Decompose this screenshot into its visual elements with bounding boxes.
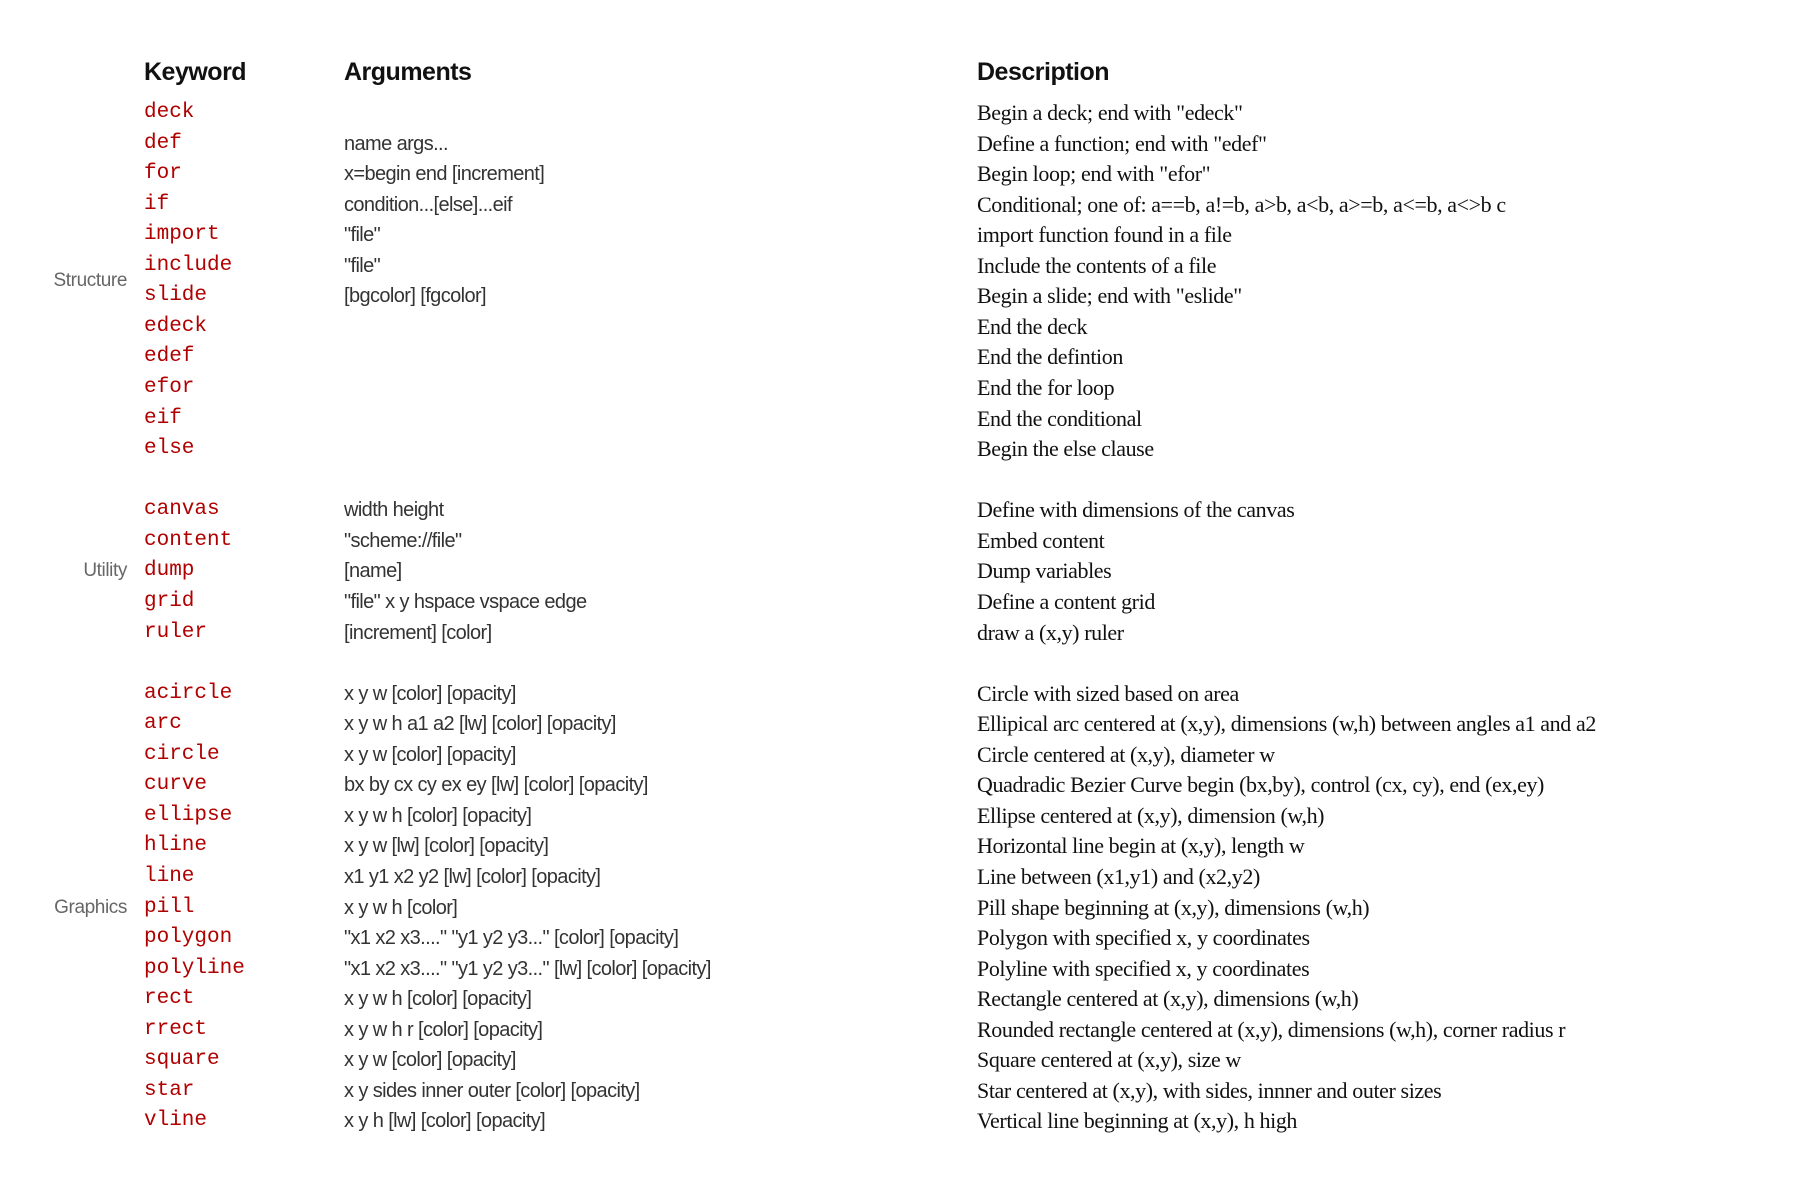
table-row-circle bbox=[0, 740, 1800, 770]
description-cell: Include the contents of a file bbox=[977, 252, 1217, 278]
description-cell: Pill shape beginning at (x,y), dimensions (w,h) bbox=[977, 894, 1370, 920]
description-cell: Define a function; end with "edef" bbox=[977, 130, 1267, 156]
table-row-efor bbox=[0, 373, 1800, 403]
table-row-grid bbox=[0, 587, 1800, 617]
description-cell: Begin loop; end with "efor" bbox=[977, 161, 1211, 187]
table-row-curve bbox=[0, 770, 1800, 800]
keyword-cell: content bbox=[144, 528, 233, 552]
keyword-cell: acircle bbox=[144, 681, 233, 705]
keyword-cell: square bbox=[144, 1048, 220, 1072]
arguments-cell: x y w [lw] [color] [opacity] bbox=[344, 835, 549, 858]
table-row-polyline bbox=[0, 954, 1800, 984]
description-cell: End the defintion bbox=[977, 344, 1123, 370]
table-row-ellipse bbox=[0, 801, 1800, 831]
keyword-cell: star bbox=[144, 1078, 195, 1102]
keyword-cell: def bbox=[144, 131, 182, 155]
keyword-cell: arc bbox=[144, 712, 182, 736]
description-cell: Begin a deck; end with "edeck" bbox=[977, 100, 1243, 125]
keyword-cell: eif bbox=[144, 406, 182, 430]
section-label-utility: Utility bbox=[83, 560, 127, 582]
table-row-import bbox=[0, 220, 1800, 250]
table-row-line bbox=[0, 862, 1800, 892]
description-cell: Begin a slide; end with "eslide" bbox=[977, 283, 1242, 309]
description-cell: Vertical line beginning at (x,y), h high bbox=[977, 1108, 1298, 1134]
description-cell: Dump variables bbox=[977, 558, 1112, 584]
description-cell: End the conditional bbox=[977, 405, 1142, 431]
description-cell: Begin the else clause bbox=[977, 436, 1154, 462]
keyword-cell: else bbox=[144, 437, 195, 461]
table-row-star bbox=[0, 1076, 1800, 1106]
table-row-vline bbox=[0, 1106, 1800, 1136]
arguments-cell: x y w h [color] bbox=[344, 896, 458, 919]
keyword-cell: edeck bbox=[144, 314, 208, 338]
description-cell: Circle with sized based on area bbox=[977, 680, 1239, 706]
arguments-cell: "file" x y hspace vspace edge bbox=[344, 590, 587, 613]
keyword-cell: include bbox=[144, 253, 233, 277]
arguments-cell: condition...[else]...eif bbox=[344, 193, 512, 216]
description-cell: import function found in a file bbox=[977, 222, 1232, 248]
arguments-cell: "x1 x2 x3...." "y1 y2 y3..." [lw] [color] [opacity] bbox=[344, 957, 711, 980]
keyword-cell: edef bbox=[144, 345, 195, 369]
keyword-cell: line bbox=[144, 865, 195, 888]
table-row-rrect bbox=[0, 1015, 1800, 1045]
keyword-cell: polyline bbox=[144, 956, 245, 980]
arguments-cell: x=begin end [increment] bbox=[344, 163, 545, 186]
section-label-graphics: Graphics bbox=[54, 896, 127, 918]
table-row-acircle bbox=[0, 679, 1800, 709]
header-arguments: Arguments bbox=[344, 58, 472, 86]
description-cell: Ellipse centered at (x,y), dimension (w,h) bbox=[977, 802, 1325, 828]
description-cell: Polyline with specified x, y coordinates bbox=[977, 955, 1310, 981]
keyword-cell: dump bbox=[144, 559, 195, 583]
keyword-cell: ellipse bbox=[144, 803, 233, 827]
table-row-content bbox=[0, 526, 1800, 556]
keyword-cell: canvas bbox=[144, 498, 220, 522]
arguments-cell: width height bbox=[344, 499, 444, 522]
description-cell: End the deck bbox=[977, 313, 1088, 339]
keyword-cell: for bbox=[144, 162, 182, 186]
arguments-cell: x y w [color] [opacity] bbox=[344, 1049, 516, 1072]
table-row-for bbox=[0, 159, 1800, 189]
table-row-deck bbox=[0, 98, 1800, 128]
keyword-cell: rect bbox=[144, 987, 195, 1011]
keyword-cell: efor bbox=[144, 376, 195, 400]
arguments-cell: x y w h a1 a2 [lw] [color] [opacity] bbox=[344, 713, 616, 736]
arguments-cell: x y h [lw] [color] [opacity] bbox=[344, 1110, 546, 1133]
table-row-edef bbox=[0, 342, 1800, 372]
table-row-square bbox=[0, 1045, 1800, 1075]
keyword-cell: pill bbox=[144, 895, 195, 919]
table-row-else bbox=[0, 434, 1800, 464]
arguments-cell: x y w h [color] [opacity] bbox=[344, 988, 532, 1011]
arguments-cell: [bgcolor] [fgcolor] bbox=[344, 285, 487, 308]
keyword-cell: vline bbox=[144, 1109, 208, 1133]
table-row-if bbox=[0, 190, 1800, 220]
arguments-cell: x y w h r [color] [opacity] bbox=[344, 1018, 543, 1041]
table-row-canvas bbox=[0, 495, 1800, 525]
table-row-slide bbox=[0, 281, 1800, 311]
table-row-include bbox=[0, 251, 1800, 281]
description-cell: Rounded rectangle centered at (x,y), dimensions (w,h), corner radius r bbox=[977, 1016, 1566, 1042]
description-cell: Quadradic Bezier Curve begin (bx,by), control (cx, cy), end (ex,ey) bbox=[977, 772, 1544, 798]
table-row-def bbox=[0, 129, 1800, 159]
description-cell: Star centered at (x,y), with sides, innner and outer sizes bbox=[977, 1077, 1442, 1103]
keyword-cell: hline bbox=[144, 834, 208, 858]
arguments-cell: x1 y1 x2 y2 [lw] [color] [opacity] bbox=[344, 866, 601, 888]
keyword-cell: circle bbox=[144, 742, 220, 766]
keyword-cell: import bbox=[144, 223, 220, 247]
keyword-cell: curve bbox=[144, 773, 208, 797]
description-cell: Ellipical arc centered at (x,y), dimensions (w,h) between angles a1 and a2 bbox=[977, 711, 1596, 737]
description-cell: Polygon with specified x, y coordinates bbox=[977, 925, 1310, 951]
header-keyword: Keyword bbox=[144, 58, 247, 86]
description-cell: Conditional; one of: a==b, a!=b, a>b, a<b, a>=b, a<=b, a<>b c bbox=[977, 191, 1506, 217]
description-cell: Rectangle centered at (x,y), dimensions (w,h) bbox=[977, 986, 1359, 1012]
arguments-cell: x y w [color] [opacity] bbox=[344, 743, 516, 766]
keyword-cell: polygon bbox=[144, 926, 233, 950]
description-cell: Embed content bbox=[977, 527, 1105, 553]
keyword-cell: deck bbox=[144, 101, 195, 124]
table-row-polygon bbox=[0, 923, 1800, 953]
arguments-cell: [increment] [color] bbox=[344, 621, 492, 644]
description-cell: Square centered at (x,y), size w bbox=[977, 1047, 1241, 1073]
description-cell: Define with dimensions of the canvas bbox=[977, 497, 1295, 523]
arguments-cell: x y w h [color] [opacity] bbox=[344, 804, 532, 827]
keyword-cell: rrect bbox=[144, 1017, 208, 1041]
table-row-rect bbox=[0, 984, 1800, 1014]
description-cell: Line between (x1,y1) and (x2,y2) bbox=[977, 864, 1260, 889]
section-label-structure: Structure bbox=[53, 270, 127, 292]
arguments-cell: [name] bbox=[344, 560, 402, 583]
table-row-dump bbox=[0, 556, 1800, 586]
table-row-pill bbox=[0, 893, 1800, 923]
table-row-ruler bbox=[0, 618, 1800, 648]
arguments-cell: "file" bbox=[344, 224, 381, 247]
keyword-cell: if bbox=[144, 192, 170, 216]
keyword-cell: ruler bbox=[144, 620, 208, 644]
arguments-cell: "scheme://file" bbox=[344, 529, 462, 552]
table-row-eif bbox=[0, 404, 1800, 434]
arguments-cell: bx by cx cy ex ey [lw] [color] [opacity] bbox=[344, 774, 648, 797]
description-cell: Define a content grid bbox=[977, 588, 1155, 614]
arguments-cell: x y w [color] [opacity] bbox=[344, 682, 516, 705]
arguments-cell: name args... bbox=[344, 132, 448, 155]
table-row-arc bbox=[0, 709, 1800, 739]
table-row-edeck bbox=[0, 312, 1800, 342]
arguments-cell: x y sides inner outer [color] [opacity] bbox=[344, 1079, 640, 1102]
keyword-cell: slide bbox=[144, 284, 208, 308]
description-cell: End the for loop bbox=[977, 375, 1115, 401]
description-cell: Horizontal line begin at (x,y), length w bbox=[977, 833, 1305, 859]
arguments-cell: "x1 x2 x3...." "y1 y2 y3..." [color] [opacity] bbox=[344, 927, 679, 950]
keyword-cell: grid bbox=[144, 589, 195, 613]
description-cell: draw a (x,y) ruler bbox=[977, 619, 1124, 645]
header-description: Description bbox=[977, 58, 1110, 86]
arguments-cell: "file" bbox=[344, 254, 381, 277]
table-row-hline bbox=[0, 831, 1800, 861]
description-cell: Circle centered at (x,y), diameter w bbox=[977, 741, 1275, 767]
